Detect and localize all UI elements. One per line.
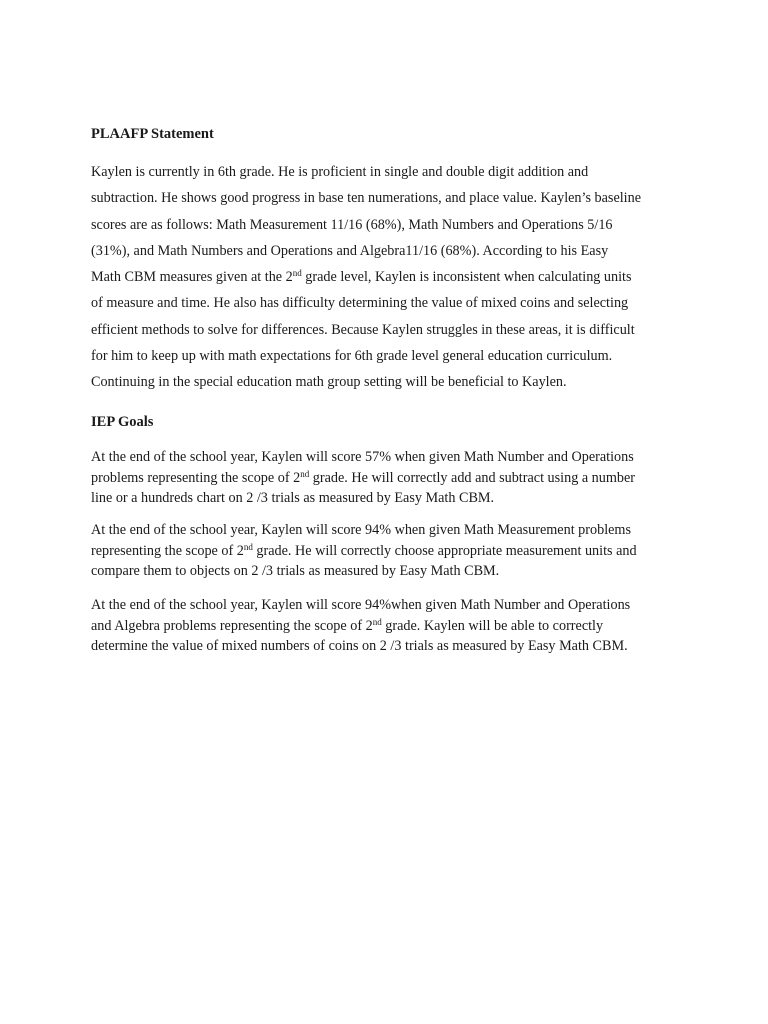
text-run: Math CBM measures given at the 2 xyxy=(91,269,293,286)
paragraph-line xyxy=(91,541,691,562)
paragraph-line: (31%), and Math Numbers and Operations and Algebra11/16 (68%). According to his Easy xyxy=(91,242,609,259)
iep-goal-3 xyxy=(91,595,691,657)
iep-goal-2 xyxy=(91,520,691,582)
paragraph-line: At the end of the school year, Kaylen will score 94%when given Math Number and Operations xyxy=(91,597,631,613)
superscript: nd xyxy=(243,541,253,552)
iep-goal-1 xyxy=(91,447,691,509)
text-run: grade. Kaylen will be able to correctly xyxy=(381,617,604,634)
paragraph-line: scores are as follows: Math Measurement 11/16 (68%), Math Numbers and Operations 5/16 xyxy=(91,216,613,233)
paragraph-line: efficient methods to solve for differences. Because Kaylen struggles in these areas, it is difficult xyxy=(91,321,635,338)
paragraph-line: At the end of the school year, Kaylen will score 94% when given Math Measurement problems xyxy=(91,522,631,538)
text-run: grade. He will correctly choose appropriate measurement units and xyxy=(252,542,637,559)
superscript: nd xyxy=(292,268,302,279)
text-run: grade. He will correctly add and subtract using a number xyxy=(309,469,636,486)
text-run: representing the scope of 2 xyxy=(91,542,244,559)
plaafp-paragraph xyxy=(91,159,691,396)
text-run: grade level, Kaylen is inconsistent when calculating units xyxy=(301,269,632,286)
paragraph-line xyxy=(91,468,691,489)
paragraph-line: Continuing in the special education math group setting will be beneficial to Kaylen. xyxy=(91,374,567,391)
iep-goals-heading: IEP Goals xyxy=(91,414,154,430)
paragraph-line: determine the value of mixed numbers of coins on 2 /3 trials as measured by Easy Math CBM. xyxy=(91,638,628,655)
paragraph-line xyxy=(91,616,691,637)
paragraph-line: At the end of the school year, Kaylen will score 57% when given Math Number and Operations xyxy=(91,449,634,465)
paragraph-line xyxy=(91,264,691,290)
text-run: and Algebra problems representing the scope of 2 xyxy=(91,617,373,634)
plaafp-heading: PLAAFP Statement xyxy=(91,126,214,142)
paragraph-line: line or a hundreds chart on 2 /3 trials as measured by Easy Math CBM. xyxy=(91,490,495,507)
superscript: nd xyxy=(372,616,382,627)
paragraph-line: Kaylen is currently in 6th grade. He is proficient in single and double digit addition and xyxy=(91,164,589,180)
text-run: problems representing the scope of 2 xyxy=(91,469,301,486)
paragraph-line: for him to keep up with math expectations for 6th grade level general education curriculum. xyxy=(91,348,613,365)
paragraph-line: subtraction. He shows good progress in base ten numerations, and place value. Kaylen’s baseline xyxy=(91,190,642,207)
paragraph-line: of measure and time. He also has difficulty determining the value of mixed coins and selecting xyxy=(91,295,629,312)
superscript: nd xyxy=(300,468,310,479)
paragraph-line: compare them to objects on 2 /3 trials as measured by Easy Math CBM. xyxy=(91,563,500,580)
